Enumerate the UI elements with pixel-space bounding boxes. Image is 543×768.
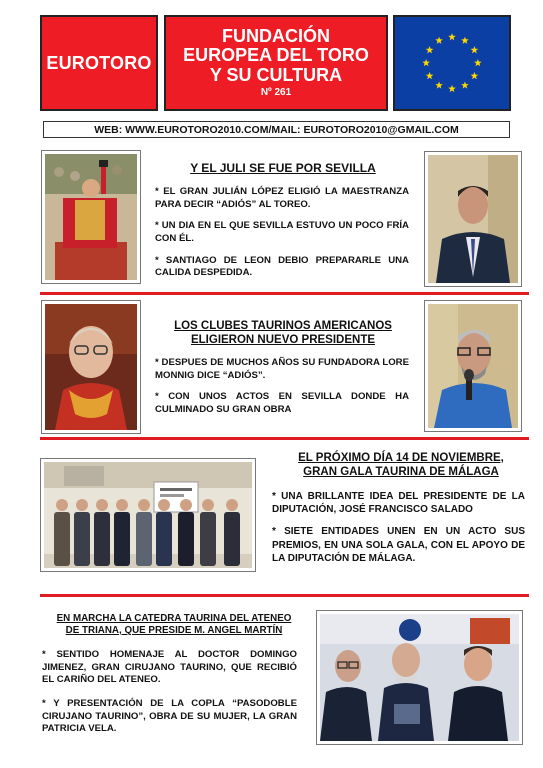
email-link[interactable]: MAIL: EUROTORO2010@GMAIL.COM bbox=[271, 123, 459, 136]
article-2-headline bbox=[152, 320, 414, 348]
article-1-bullet-3: * SANTIAGO DE LEON DEBIO PREPARARLE UNA CALIDA DESPEDIDA. bbox=[155, 254, 409, 279]
elderly-woman-photo bbox=[41, 300, 141, 434]
foundation-title-box bbox=[164, 15, 388, 111]
foundation-title-line-3: Y SU CULTURA bbox=[209, 64, 343, 85]
foundation-title-line-2: EUROPEA DEL TORO bbox=[183, 45, 369, 66]
article-4-body bbox=[42, 649, 297, 745]
article-3-body bbox=[272, 490, 525, 574]
eu-star-icon bbox=[435, 81, 443, 88]
brand-title: EUROTORO bbox=[46, 52, 152, 73]
person-head bbox=[56, 499, 68, 511]
eu-flag-image bbox=[393, 15, 511, 111]
article-2-bullet-1: * DESPUES DE MUCHOS AÑOS SU FUNDADORA LORE MONNIG DICE “ADIÓS”. bbox=[155, 357, 409, 381]
article-3-headline-line-2: GRAN GALA TAURINA DE MÁLAGA bbox=[303, 465, 499, 478]
section-divider-2 bbox=[40, 437, 529, 440]
person-figure bbox=[156, 512, 172, 566]
man-with-microphone-photo bbox=[424, 300, 522, 432]
website-link[interactable]: WEB: WWW.EUROTORO2010.COM bbox=[94, 123, 269, 136]
person-figure bbox=[178, 512, 194, 566]
article-1-body bbox=[155, 186, 409, 289]
contact-bar bbox=[43, 121, 510, 138]
eu-star-icon bbox=[448, 33, 456, 40]
article-4-headline-line-1: EN MARCHA LA CATEDRA TAURINA DEL ATENEO bbox=[56, 613, 292, 624]
section-divider-1 bbox=[40, 292, 529, 295]
bullfighter-photo bbox=[41, 150, 141, 284]
article-1-headline: Y EL JULI SE FUE POR SEVILLA bbox=[190, 161, 376, 175]
person-figure bbox=[74, 512, 90, 566]
article-4-bullet-2: * Y PRESENTACIÓN DE LA COPLA “PASODOBLE CIRUJANO TAURINO”, OBRA DE SU MUJER, LA GRAN PATRICIA VELA. bbox=[42, 697, 297, 735]
person-head bbox=[158, 499, 170, 511]
person-head bbox=[76, 499, 88, 511]
person-head bbox=[202, 499, 214, 511]
person-figure bbox=[114, 512, 130, 566]
person-figure bbox=[224, 512, 240, 566]
man-in-suit-photo bbox=[424, 151, 522, 287]
eu-star-icon bbox=[471, 72, 479, 79]
article-2-bullet-2: * CON UNOS ACTOS EN SEVILLA DONDE HA CULMINADO SU GRAN OBRA bbox=[155, 391, 409, 415]
foundation-title-line-1: FUNDACIÓN bbox=[222, 25, 330, 46]
person-figure bbox=[200, 512, 216, 566]
issue-number: Nº 261 bbox=[260, 87, 292, 99]
article-4-headline-line-2: DE TRIANA, QUE PRESIDE M. ANGEL MARTÍN bbox=[65, 624, 283, 636]
eu-star-icon bbox=[474, 59, 482, 66]
person-head bbox=[180, 499, 192, 511]
eu-stars-icon bbox=[395, 17, 509, 109]
article-1-bullet-2: * UN DIA EN EL QUE SEVILLA ESTUVO UN POCO FRÍA CON ÉL. bbox=[155, 220, 409, 244]
article-1-bullet-1: * EL GRAN JULIÁN LÓPEZ ELIGIÓ LA MAESTRANZA PARA DECIR “ADIÓS” AL TOREO. bbox=[155, 186, 409, 210]
eu-star-icon bbox=[461, 81, 469, 88]
section-divider-3 bbox=[40, 594, 529, 597]
brand-box bbox=[40, 15, 158, 111]
person-head bbox=[226, 499, 238, 511]
article-2-headline-line-1: LOS CLUBES TAURINOS AMERICANOS bbox=[174, 320, 392, 332]
person-figure bbox=[94, 512, 110, 566]
eu-star-icon bbox=[422, 59, 430, 66]
eu-star-icon bbox=[435, 37, 443, 44]
eu-star-icon bbox=[448, 85, 456, 92]
eu-star-icon bbox=[426, 72, 434, 79]
contact-separator: / bbox=[268, 123, 272, 136]
ateneo-homage-photo bbox=[316, 610, 523, 745]
person-figure bbox=[136, 512, 152, 566]
eu-star-icon bbox=[471, 46, 479, 53]
article-3-bullet-1: * UNA BRILLANTE IDEA DEL PRESIDENTE DE LA DIPUTACIÓN, JOSÉ FRANCISCO SALADO bbox=[272, 491, 525, 516]
article-4-headline bbox=[38, 613, 310, 637]
person-head bbox=[138, 499, 150, 511]
eu-star-icon bbox=[426, 46, 434, 53]
article-3-headline-line-1: EL PRÓXIMO DÍA 14 DE NOVIEMBRE, bbox=[298, 452, 504, 464]
article-4-bullet-1: * SENTIDO HOMENAJE AL DOCTOR DOMINGO JIMENEZ, GRAN CIRUJANO TAURINO, QUE RECIBIÓ EL CARIÑO DEL ATENEO. bbox=[42, 649, 297, 686]
article-3-bullet-2: * SIETE ENTIDADES UNEN EN UN ACTO SUS PREMIOS, EN UNA SOLA GALA, CON EL APOYO DE LA DIPUTACIÓN DE MÁLAGA. bbox=[272, 526, 525, 564]
article-3-headline bbox=[270, 452, 532, 480]
article-2-body bbox=[155, 357, 409, 426]
group-event-photo bbox=[40, 458, 256, 572]
person-figure bbox=[54, 512, 70, 566]
article-2-headline-line-2: ELIGIERON NUEVO PRESIDENTE bbox=[190, 333, 376, 346]
person-head bbox=[116, 499, 128, 511]
person-head bbox=[96, 499, 108, 511]
eu-star-icon bbox=[461, 37, 469, 44]
